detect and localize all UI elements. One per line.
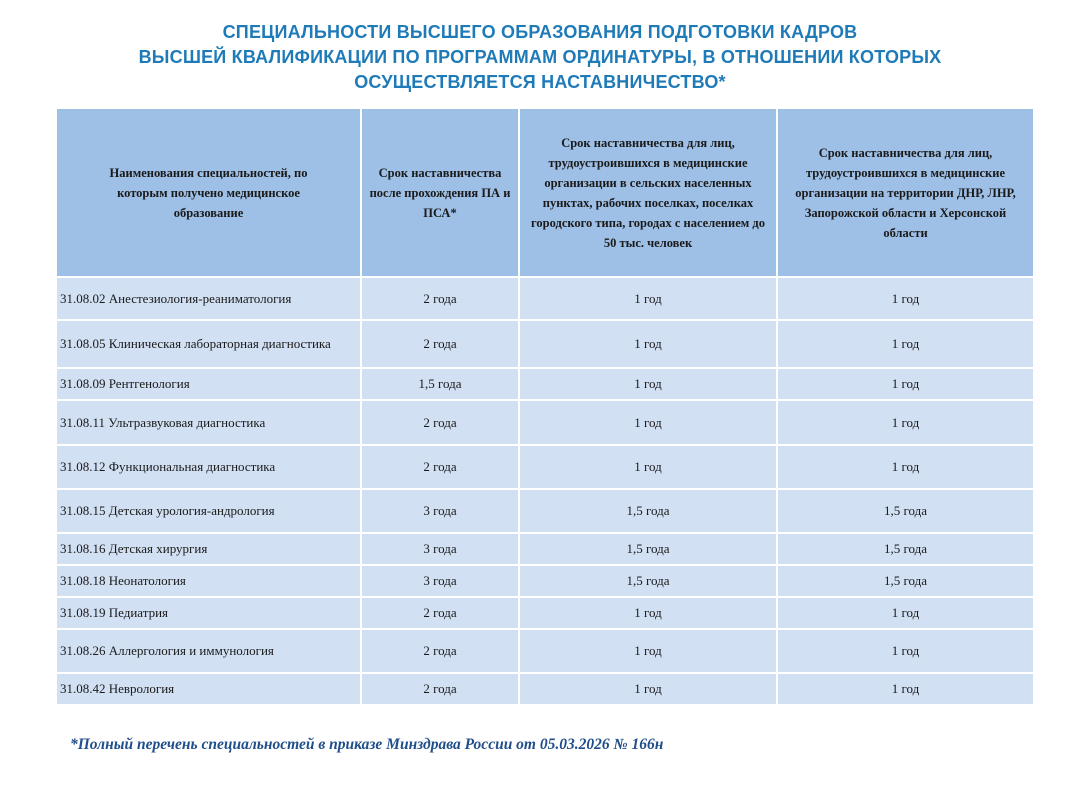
term-new-regions-cell: 1 год xyxy=(777,597,1034,629)
header-term-rural: Срок наставничества для лиц, трудоустроившихся в медицинские организации в сельских населенных пунктах, рабочих поселках, поселках городского типа, городах с населением до 50 тыс. человек xyxy=(519,108,777,277)
term-rural-cell: 1 год xyxy=(519,368,777,400)
term-rural-cell: 1,5 года xyxy=(519,565,777,597)
term-after-exam-cell: 3 года xyxy=(361,565,519,597)
specialty-cell: 31.08.12 Функциональная диагностика xyxy=(56,445,361,489)
specialty-cell: 31.08.15 Детская урология-андрология xyxy=(56,489,361,533)
term-rural-cell: 1,5 года xyxy=(519,533,777,565)
table-row xyxy=(56,597,1034,629)
term-new-regions-cell: 1,5 года xyxy=(777,565,1034,597)
specialty-cell: 31.08.42 Неврология xyxy=(56,673,361,705)
term-new-regions-cell: 1 год xyxy=(777,629,1034,673)
header-specialty: Наименования специальностей, по которым получено медицинское образование xyxy=(56,108,361,277)
title-line-1: СПЕЦИАЛЬНОСТИ ВЫСШЕГО ОБРАЗОВАНИЯ ПОДГОТОВКИ КАДРОВ xyxy=(222,22,858,42)
term-after-exam-cell: 2 года xyxy=(361,629,519,673)
specialty-cell: 31.08.18 Неонатология xyxy=(56,565,361,597)
table-row xyxy=(56,400,1034,445)
term-after-exam-cell: 2 года xyxy=(361,320,519,368)
term-rural-cell: 1 год xyxy=(519,445,777,489)
term-rural-cell: 1 год xyxy=(519,320,777,368)
term-after-exam-cell: 3 года xyxy=(361,489,519,533)
specialty-cell: 31.08.02 Анестезиология-реаниматология xyxy=(56,277,361,320)
footnote: *Полный перечень специальностей в приказе Минздрава России от 05.03.2026 № 166н xyxy=(70,736,664,753)
term-rural-cell: 1 год xyxy=(519,400,777,445)
specialty-cell: 31.08.05 Клиническая лабораторная диагностика xyxy=(56,320,361,368)
term-rural-cell: 1 год xyxy=(519,597,777,629)
table-row xyxy=(56,445,1034,489)
table-row xyxy=(56,320,1034,368)
table-row xyxy=(56,277,1034,320)
table-row xyxy=(56,673,1034,705)
header-term-new-regions: Срок наставничества для лиц, трудоустроившихся в медицинские организации на территории ДНР, ЛНР, Запорожской области и Херсонской области xyxy=(777,108,1034,277)
term-rural-cell: 1 год xyxy=(519,673,777,705)
table-row xyxy=(56,489,1034,533)
table-row xyxy=(56,629,1034,673)
specialty-cell: 31.08.26 Аллергология и иммунология xyxy=(56,629,361,673)
term-new-regions-cell: 1 год xyxy=(777,445,1034,489)
table-row xyxy=(56,533,1034,565)
specialty-cell: 31.08.09 Рентгенология xyxy=(56,368,361,400)
term-after-exam-cell: 2 года xyxy=(361,445,519,489)
title-line-2: ВЫСШЕЙ КВАЛИФИКАЦИИ ПО ПРОГРАММАМ ОРДИНАТУРЫ, В ОТНОШЕНИИ КОТОРЫХ xyxy=(138,47,942,67)
specialties-table xyxy=(55,107,1035,706)
term-after-exam-cell: 2 года xyxy=(361,597,519,629)
term-after-exam-cell: 2 года xyxy=(361,673,519,705)
title-line-3: ОСУЩЕСТВЛЯЕТСЯ НАСТАВНИЧЕСТВО* xyxy=(354,72,726,92)
term-rural-cell: 1 год xyxy=(519,277,777,320)
term-new-regions-cell: 1,5 года xyxy=(777,533,1034,565)
page-title xyxy=(40,20,1040,95)
table-header-row xyxy=(56,108,1034,277)
table-row xyxy=(56,565,1034,597)
header-term-after-exam: Срок наставничества после прохождения ПА и ПСА* xyxy=(361,108,519,277)
term-rural-cell: 1 год xyxy=(519,629,777,673)
term-after-exam-cell: 3 года xyxy=(361,533,519,565)
term-after-exam-cell: 2 года xyxy=(361,277,519,320)
table-row xyxy=(56,368,1034,400)
specialty-cell: 31.08.16 Детская хирургия xyxy=(56,533,361,565)
term-new-regions-cell: 1 год xyxy=(777,400,1034,445)
term-after-exam-cell: 2 года xyxy=(361,400,519,445)
term-new-regions-cell: 1,5 года xyxy=(777,489,1034,533)
term-after-exam-cell: 1,5 года xyxy=(361,368,519,400)
term-rural-cell: 1,5 года xyxy=(519,489,777,533)
term-new-regions-cell: 1 год xyxy=(777,368,1034,400)
specialty-cell: 31.08.11 Ультразвуковая диагностика xyxy=(56,400,361,445)
specialty-cell: 31.08.19 Педиатрия xyxy=(56,597,361,629)
term-new-regions-cell: 1 год xyxy=(777,673,1034,705)
term-new-regions-cell: 1 год xyxy=(777,277,1034,320)
term-new-regions-cell: 1 год xyxy=(777,320,1034,368)
